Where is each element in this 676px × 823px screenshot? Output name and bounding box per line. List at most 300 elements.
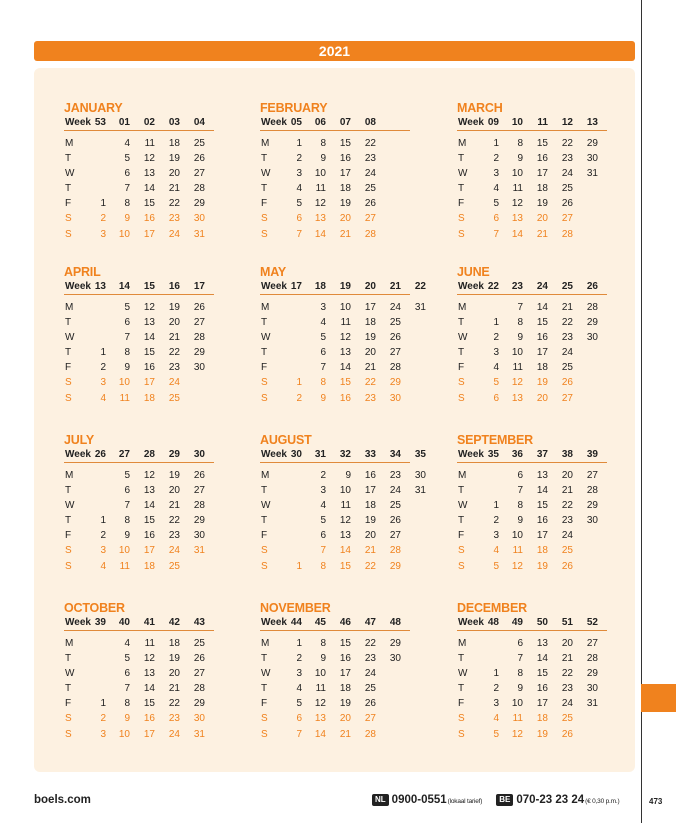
week-header-row	[457, 116, 607, 131]
date-cell: 22	[364, 138, 376, 149]
date-cell: 24	[389, 485, 401, 497]
day-row	[64, 182, 214, 197]
date-cell: 19	[364, 515, 376, 527]
date-cell: 18	[168, 138, 180, 149]
date-cell: 3	[493, 530, 499, 542]
date-cell: 26	[193, 653, 205, 665]
week-number: 34	[389, 449, 401, 460]
day-row	[260, 712, 410, 727]
date-cell: 20	[168, 317, 180, 329]
week-number: 21	[389, 281, 401, 292]
day-row	[64, 167, 214, 182]
week-header-row	[260, 448, 426, 463]
week-header-row	[260, 280, 426, 295]
date-cell: 6	[124, 668, 130, 680]
date-cell: 12	[143, 653, 155, 665]
date-cell: 11	[340, 317, 351, 329]
day-row	[457, 346, 607, 361]
day-label: T	[458, 515, 465, 527]
date-cell: 25	[364, 183, 376, 195]
date-cell: 5	[296, 698, 302, 710]
date-cell: 26	[364, 198, 376, 210]
date-cell: 29	[586, 668, 598, 680]
date-cell: 1	[493, 317, 499, 329]
week-number: 41	[143, 617, 155, 628]
date-cell: 18	[339, 683, 351, 695]
date-cell: 17	[143, 728, 155, 740]
date-cell: 18	[536, 545, 548, 557]
day-label: T	[65, 347, 72, 359]
date-cell: 10	[511, 530, 523, 542]
day-row	[457, 499, 607, 514]
date-cell: 29	[586, 138, 598, 149]
date-cell: 26	[561, 198, 573, 210]
day-row	[64, 137, 214, 152]
day-label: T	[458, 653, 465, 665]
date-cell: 30	[193, 713, 205, 725]
day-label: S	[65, 392, 72, 404]
date-cell: 25	[561, 713, 573, 725]
date-cell: 18	[536, 183, 548, 195]
day-label: F	[65, 530, 72, 542]
week-number: 27	[118, 449, 130, 460]
be-phone[interactable]: 070-23 23 24	[516, 794, 585, 807]
day-row	[260, 152, 410, 167]
date-cell: 10	[511, 698, 523, 710]
date-cell: 5	[296, 198, 302, 210]
date-cell: 8	[320, 377, 326, 389]
date-cell: 31	[193, 545, 205, 557]
month-name: APRIL	[64, 265, 101, 279]
date-cell: 22	[364, 560, 376, 572]
date-cell: 10	[339, 485, 351, 497]
day-label: M	[458, 138, 467, 149]
day-label: M	[261, 638, 270, 649]
date-cell: 23	[364, 392, 376, 404]
date-cell: 10	[118, 228, 130, 240]
date-cell: 12	[143, 470, 155, 481]
date-cell: 21	[561, 302, 573, 313]
date-cell: 18	[536, 713, 548, 725]
nl-phone[interactable]: 0900-0551	[391, 794, 447, 807]
date-cell: 29	[586, 500, 598, 512]
day-row	[64, 728, 214, 743]
website-label[interactable]: boels.com	[34, 794, 91, 806]
date-cell: 7	[124, 332, 130, 344]
date-cell: 4	[320, 317, 326, 329]
date-cell: 28	[389, 545, 401, 557]
date-cell: 2	[493, 153, 499, 165]
date-cell: 9	[320, 653, 326, 665]
date-cell: 24	[364, 668, 376, 680]
date-cell: 6	[517, 638, 523, 649]
date-cell: 18	[168, 638, 180, 649]
date-cell: 16	[536, 515, 548, 527]
date-cell: 26	[389, 332, 401, 344]
day-label: T	[261, 153, 268, 165]
day-row	[260, 514, 410, 529]
date-cell: 9	[124, 530, 130, 542]
date-cell: 19	[168, 470, 180, 481]
date-cell: 23	[364, 153, 376, 165]
day-row	[64, 682, 214, 697]
date-cell: 6	[124, 317, 130, 329]
day-label: S	[261, 228, 268, 240]
day-label: W	[65, 668, 75, 680]
week-number: 48	[389, 617, 401, 628]
day-label: S	[458, 213, 465, 225]
week-header-row	[64, 280, 214, 295]
date-cell: 23	[168, 213, 180, 225]
date-cell: 21	[364, 545, 376, 557]
date-cell: 22	[168, 198, 180, 210]
week-header-row	[457, 280, 607, 295]
date-cell: 5	[124, 302, 130, 313]
date-cell: 28	[586, 485, 598, 497]
date-cell: 2	[296, 153, 302, 165]
date-cell: 2	[100, 362, 106, 374]
month-name: SEPTEMBER	[457, 433, 533, 447]
date-cell: 26	[561, 728, 573, 740]
date-cell: 3	[320, 485, 326, 497]
date-cell: 14	[536, 302, 548, 313]
date-cell: 3	[493, 347, 499, 359]
date-cell: 2	[100, 213, 106, 225]
date-cell: 7	[320, 362, 326, 374]
week-number: 03	[168, 117, 180, 128]
week-header-row	[64, 116, 214, 131]
date-cell: 28	[586, 653, 598, 665]
date-cell: 8	[517, 500, 523, 512]
date-cell: 11	[340, 500, 351, 512]
day-row	[457, 167, 607, 182]
day-label: S	[261, 545, 268, 557]
day-row	[260, 637, 410, 652]
day-label: W	[261, 332, 271, 344]
date-cell: 29	[389, 377, 401, 389]
date-cell: 30	[586, 153, 598, 165]
week-header-label: Week	[65, 617, 91, 628]
date-cell: 11	[512, 362, 523, 374]
day-row	[260, 182, 410, 197]
week-number: 22	[487, 281, 499, 292]
date-cell: 31	[586, 698, 598, 710]
day-label: F	[65, 362, 72, 374]
date-cell: 15	[143, 347, 155, 359]
day-label: M	[261, 470, 270, 481]
date-cell: 15	[536, 317, 548, 329]
day-label: M	[458, 302, 467, 313]
day-label: W	[458, 168, 468, 180]
date-cell: 3	[100, 228, 106, 240]
week-number: 28	[143, 449, 155, 460]
date-cell: 27	[586, 638, 598, 649]
date-cell: 17	[536, 347, 548, 359]
date-cell: 7	[296, 228, 302, 240]
date-cell: 23	[364, 653, 376, 665]
date-cell: 7	[517, 485, 523, 497]
day-label: T	[65, 153, 72, 165]
week-number: 19	[339, 281, 351, 292]
date-cell: 16	[143, 713, 155, 725]
date-cell: 17	[339, 668, 351, 680]
week-number: 39	[586, 449, 598, 460]
week-number: 50	[536, 617, 548, 628]
date-cell: 1	[296, 377, 302, 389]
day-row	[457, 682, 607, 697]
date-cell: 31	[586, 168, 598, 180]
day-label: W	[458, 668, 468, 680]
week-number: 46	[339, 617, 351, 628]
month-name: MAY	[260, 265, 287, 279]
date-cell: 2	[493, 515, 499, 527]
date-cell: 21	[168, 183, 180, 195]
day-row	[260, 529, 410, 544]
date-cell: 2	[296, 653, 302, 665]
date-cell: 12	[339, 332, 351, 344]
week-number: 35	[414, 449, 426, 460]
day-row	[457, 197, 607, 212]
day-row	[64, 346, 214, 361]
date-cell: 7	[296, 728, 302, 740]
date-cell: 1	[493, 668, 499, 680]
date-cell: 9	[124, 213, 130, 225]
date-cell: 19	[168, 653, 180, 665]
date-cell: 22	[561, 668, 573, 680]
date-cell: 4	[493, 183, 499, 195]
day-row	[64, 197, 214, 212]
date-cell: 25	[561, 183, 573, 195]
date-cell: 19	[536, 377, 548, 389]
section-tab-marker	[641, 684, 676, 712]
week-number: 05	[290, 117, 302, 128]
date-cell: 16	[536, 683, 548, 695]
date-cell: 30	[586, 683, 598, 695]
date-cell: 1	[493, 138, 499, 149]
day-label: F	[261, 198, 268, 210]
contact-phones	[372, 794, 619, 806]
date-cell: 22	[168, 698, 180, 710]
date-cell: 26	[193, 302, 205, 313]
week-number: 20	[364, 281, 376, 292]
date-cell: 19	[339, 698, 351, 710]
date-cell: 29	[193, 347, 205, 359]
day-label: S	[65, 228, 72, 240]
page-number: 473	[649, 797, 663, 806]
date-cell: 4	[100, 392, 106, 404]
date-cell: 6	[493, 392, 499, 404]
date-cell: 25	[364, 683, 376, 695]
date-cell: 16	[143, 362, 155, 374]
date-cell: 30	[586, 332, 598, 344]
date-cell: 20	[561, 470, 573, 481]
day-row	[457, 361, 607, 376]
date-cell: 26	[364, 698, 376, 710]
day-label: T	[458, 153, 465, 165]
month-block	[457, 100, 607, 243]
day-row	[64, 392, 214, 407]
date-cell: 20	[536, 213, 548, 225]
day-label: S	[261, 392, 268, 404]
date-cell: 10	[314, 168, 326, 180]
date-cell: 18	[364, 500, 376, 512]
week-number: 44	[290, 617, 302, 628]
day-label: T	[458, 347, 465, 359]
date-cell: 8	[124, 698, 130, 710]
month-name: MARCH	[457, 101, 503, 115]
day-row	[260, 361, 410, 376]
date-cell: 8	[320, 560, 326, 572]
date-cell: 2	[493, 332, 499, 344]
date-cell: 27	[561, 392, 573, 404]
date-cell: 18	[339, 183, 351, 195]
week-number: 48	[487, 617, 499, 628]
date-cell: 9	[345, 470, 351, 481]
date-cell: 1	[100, 198, 106, 210]
date-cell: 27	[561, 213, 573, 225]
date-cell: 20	[561, 638, 573, 649]
day-row	[457, 667, 607, 682]
date-cell: 12	[143, 153, 155, 165]
date-cell: 20	[339, 213, 351, 225]
day-row	[457, 484, 607, 499]
day-row	[64, 212, 214, 227]
week-number: 01	[118, 117, 130, 128]
date-cell: 29	[389, 560, 401, 572]
date-cell: 26	[561, 377, 573, 389]
day-label: S	[458, 560, 465, 572]
day-row	[260, 682, 410, 697]
date-cell: 29	[193, 698, 205, 710]
week-number: 47	[364, 617, 376, 628]
date-cell: 14	[314, 728, 326, 740]
week-number: 15	[143, 281, 155, 292]
day-label: W	[458, 332, 468, 344]
date-cell: 10	[511, 347, 523, 359]
date-cell: 13	[314, 213, 326, 225]
date-cell: 16	[536, 153, 548, 165]
date-cell: 15	[536, 500, 548, 512]
week-number: 10	[511, 117, 523, 128]
day-label: M	[261, 302, 270, 313]
date-cell: 23	[389, 470, 401, 481]
date-cell: 21	[339, 228, 351, 240]
date-cell: 4	[100, 560, 106, 572]
date-cell: 5	[493, 560, 499, 572]
day-label: T	[65, 485, 72, 497]
day-label: T	[261, 515, 268, 527]
date-cell: 7	[124, 683, 130, 695]
day-row	[64, 376, 214, 391]
week-number: 13	[94, 281, 106, 292]
day-label: M	[458, 638, 467, 649]
week-number: 36	[511, 449, 523, 460]
day-row	[64, 484, 214, 499]
month-name: OCTOBER	[64, 601, 125, 615]
date-cell: 20	[536, 392, 548, 404]
date-cell: 1	[296, 138, 302, 149]
month-block	[260, 600, 410, 743]
day-label: W	[65, 168, 75, 180]
date-cell: 27	[389, 347, 401, 359]
date-cell: 16	[339, 392, 351, 404]
week-number: 13	[586, 117, 598, 128]
day-row	[457, 228, 607, 243]
date-cell: 22	[561, 500, 573, 512]
day-row	[260, 228, 410, 243]
date-cell: 24	[389, 302, 401, 313]
day-row	[457, 331, 607, 346]
day-label: W	[261, 668, 271, 680]
date-cell: 29	[193, 515, 205, 527]
date-cell: 17	[143, 545, 155, 557]
date-cell: 11	[512, 713, 523, 725]
day-row	[260, 499, 410, 514]
month-name: AUGUST	[260, 433, 312, 447]
week-number: 02	[143, 117, 155, 128]
day-row	[64, 697, 214, 712]
day-row	[457, 544, 607, 559]
day-row	[260, 544, 410, 559]
be-note: (€ 0,30 p.m.)	[585, 798, 620, 806]
day-label: S	[65, 560, 72, 572]
week-number: 09	[487, 117, 499, 128]
day-label: S	[65, 713, 72, 725]
date-cell: 9	[124, 713, 130, 725]
day-row	[457, 469, 607, 484]
date-cell: 27	[364, 213, 376, 225]
day-row	[457, 316, 607, 331]
date-cell: 9	[124, 362, 130, 374]
week-number: 24	[536, 281, 548, 292]
date-cell: 26	[561, 560, 573, 572]
day-row	[64, 331, 214, 346]
date-cell: 30	[389, 392, 401, 404]
day-row	[457, 637, 607, 652]
week-number: 04	[193, 117, 205, 128]
month-block	[260, 432, 426, 575]
date-cell: 28	[364, 728, 376, 740]
date-cell: 15	[339, 638, 351, 649]
day-label: S	[458, 545, 465, 557]
day-label: M	[65, 470, 74, 481]
date-cell: 31	[414, 302, 426, 313]
day-label: T	[261, 183, 268, 195]
date-cell: 27	[364, 713, 376, 725]
week-number: 29	[168, 449, 180, 460]
date-cell: 2	[100, 713, 106, 725]
day-label: S	[261, 377, 268, 389]
day-label: T	[65, 653, 72, 665]
date-cell: 19	[536, 728, 548, 740]
week-number: 23	[511, 281, 523, 292]
date-cell: 21	[364, 362, 376, 374]
date-cell: 21	[561, 653, 573, 665]
day-row	[457, 652, 607, 667]
day-row	[457, 392, 607, 407]
month-block	[64, 432, 214, 575]
day-row	[457, 137, 607, 152]
day-label: S	[65, 728, 72, 740]
day-label: S	[65, 377, 72, 389]
date-cell: 12	[511, 198, 523, 210]
date-cell: 13	[536, 470, 548, 481]
day-row	[260, 652, 410, 667]
date-cell: 28	[364, 228, 376, 240]
week-header-label: Week	[261, 617, 287, 628]
date-cell: 10	[118, 545, 130, 557]
day-label: M	[65, 302, 74, 313]
